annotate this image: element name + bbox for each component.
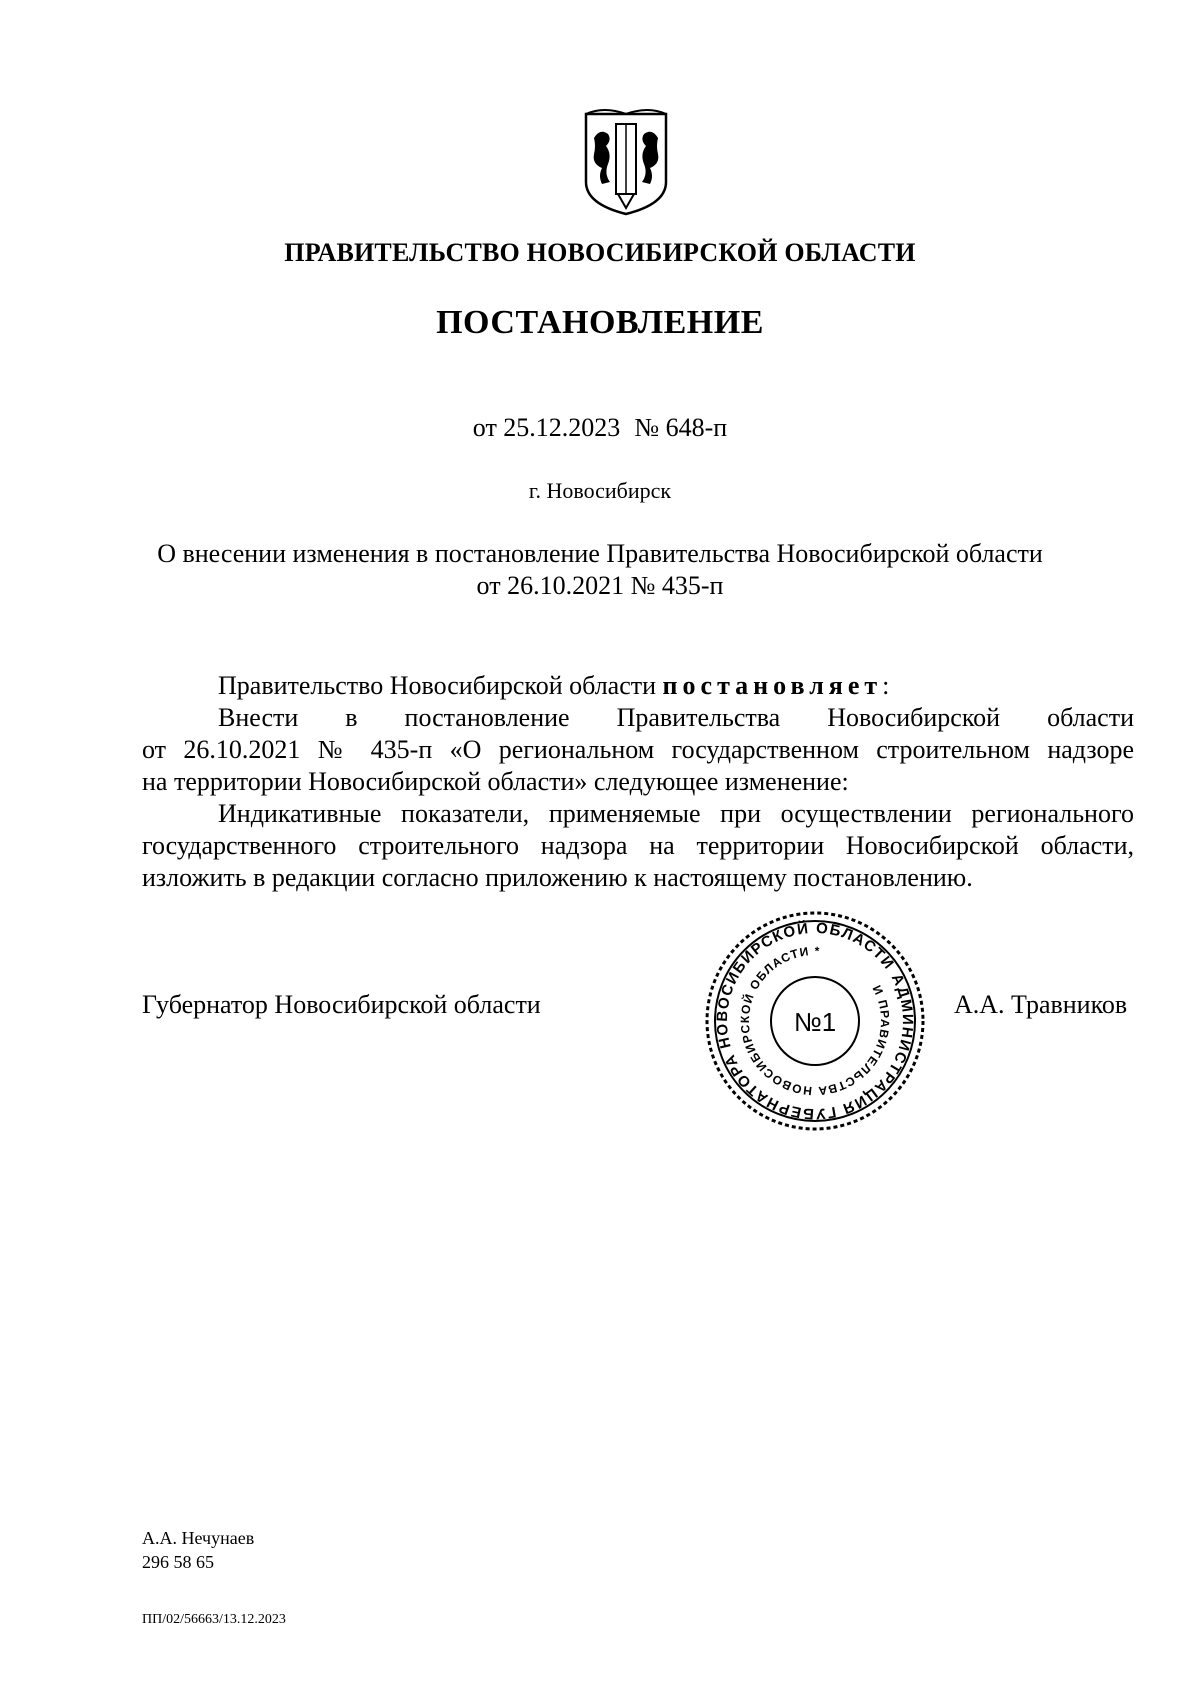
document-date: от 25.12.2023: [472, 413, 621, 442]
intro-suffix: :: [882, 671, 890, 700]
paragraph-amend-line-2: от 26.10.2021 № 435-п «О региональном государственном строительном надзоре: [142, 735, 1134, 764]
resolves-verb: постановляет: [662, 671, 883, 700]
document-type-title: ПОСТАНОВЛЕНИЕ: [436, 304, 764, 341]
intro-prefix: Правительство Новосибирской области: [218, 671, 657, 700]
document-city: г. Новосибирск: [528, 478, 672, 503]
paragraph-indicators-line-1: Индикативные показатели, применяемые при осуществлении регионального: [218, 799, 1134, 828]
signatory-title: Губернатор Новосибирской области: [142, 990, 541, 1019]
paragraph-indicators-line-3: изложить в редакции согласно приложению к настоящему постановлению.: [142, 863, 973, 892]
seal-inner-text: И ПРАВИТЕЛЬСТВА НОВОСИБИРСКОЙ ОБЛАСТИ *: [737, 943, 893, 1099]
subject-line-1: О внесении изменения в постановление Правительства Новосибирской области: [157, 539, 1043, 568]
paragraph-amend-line-1: Внести в постановление Правительства Новосибирской области: [218, 703, 1134, 732]
paragraph-amend-line-3: на территории Новосибирской области» следующее изменение:: [142, 767, 849, 796]
document-code: ПП/02/56663/13.12.2023: [142, 1612, 286, 1627]
executor-phone: 296 58 65: [142, 1552, 214, 1572]
document-date-number: [0, 413, 1200, 443]
paragraph-indicators-line-2: государственного строительного надзора на территории Новосибирской области,: [142, 831, 1134, 860]
official-seal-stamp: [700, 906, 930, 1136]
seal-outer-text: АДМИНИСТРАЦИЯ ГУБЕРНАТОРА НОВОСИБИРСКОЙ ОБЛАСТИ: [713, 919, 917, 1123]
seal-center-number: №1: [793, 1007, 837, 1037]
document-number: № 648-п: [634, 413, 728, 442]
executor-name: А.А. Нечунаев: [142, 1528, 255, 1548]
resolution-intro: [142, 670, 1134, 702]
signatory-name: А.А. Травников: [954, 990, 1128, 1019]
subject-line-2: от 26.10.2021 № 435-п: [476, 571, 724, 600]
document-subject: [0, 538, 1200, 602]
organization-title: ПРАВИТЕЛЬСТВО НОВОСИБИРСКОЙ ОБЛАСТИ: [284, 238, 916, 267]
coat-of-arms-emblem: [580, 108, 672, 218]
